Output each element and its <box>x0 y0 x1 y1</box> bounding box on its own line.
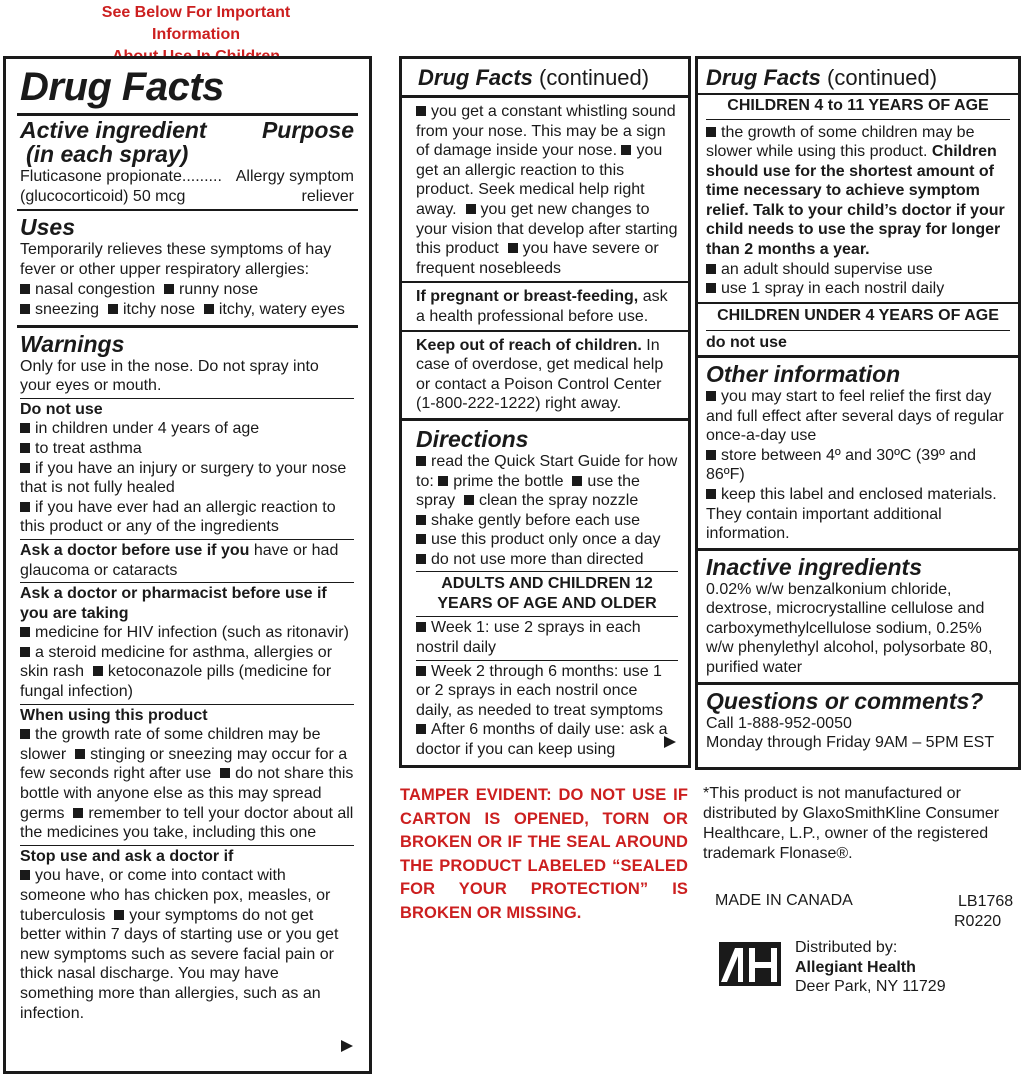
active-ingredient-heading: Active ingredient <box>20 117 207 143</box>
allegiant-health-logo-icon <box>713 938 787 990</box>
list-item: Week 2 through 6 months: use 1 or 2 sprays in each nostril once daily, as needed to treat symptoms <box>416 660 678 721</box>
list-item: shake gently before each use <box>416 511 678 531</box>
children-item-1: the growth of some children may be slower while using this product. Children should use for the shortest amount of time necessary to achieve symptom relief. Talk to your child’s doctor if your child needs to use the spray for longer than 2 months a year. <box>706 119 1010 260</box>
list-item: if you have ever had an allergic reaction to this product or any of the ingredients <box>20 498 336 536</box>
questions-title: Questions or comments? <box>706 687 984 714</box>
bullet-icon <box>20 627 30 637</box>
under4-heading: CHILDREN UNDER 4 YEARS OF AGE <box>717 306 999 324</box>
ask-doctor-text: have or had glaucoma or cataracts <box>20 541 339 579</box>
purpose-text: Allergy symptom <box>235 168 354 185</box>
warnings-text: Only for use in the nose. Do not spray into your eyes or mouth. <box>20 357 319 395</box>
bullet-icon <box>73 808 83 818</box>
bullet-icon <box>114 910 124 920</box>
bullet-icon <box>466 204 476 214</box>
bullet-icon <box>572 476 582 486</box>
bullet-icon <box>20 502 30 512</box>
stop-use-title: Stop use and ask a doctor if <box>20 847 234 865</box>
purpose-text-2: reliever <box>301 187 354 205</box>
bullet-icon <box>416 666 426 676</box>
ask-doctor-title: Ask a doctor before use if you <box>20 541 250 559</box>
distributor-block <box>795 938 946 997</box>
bullet-icon <box>20 647 30 657</box>
bullet-icon <box>416 456 426 466</box>
bullet-icon <box>464 495 474 505</box>
other-info-title: Other information <box>706 360 901 387</box>
distributor-address: Deer Park, NY 11729 <box>795 978 946 995</box>
ask-pharmacist-title: Ask a doctor or pharmacist before use if you are taking <box>20 585 327 622</box>
questions-hours: Monday through Friday 9AM – 5PM EST <box>706 734 995 752</box>
questions-section <box>698 685 1018 757</box>
list-item: After 6 months of daily use: ask a doctor if you can keep using <box>416 721 668 759</box>
continued-label: (continued) <box>820 65 938 90</box>
uses-title: Uses <box>20 214 75 241</box>
bullet-icon <box>706 264 716 274</box>
keep-out-text: In case of overdose, get medical help or contact a Poison Control Center (1-800-222-1222) right away. <box>416 336 664 413</box>
bullet-icon <box>20 304 30 314</box>
bullet-icon <box>416 724 426 734</box>
continued-label: (continued) <box>532 65 650 90</box>
stop-use-list: you have, or come into contact with someone who has chicken pox, measles, or tuberculosis your symptoms do not get better within 7 days of starting use or you get new symptoms such as severe facial pain or thick nasal discharge. You may have something more than allergies, such as an infection. <box>20 867 339 1022</box>
drug-facts-title: Drug Facts <box>20 65 224 109</box>
list-item: Week 1: use 2 sprays in each nostril daily <box>416 616 678 657</box>
inactive-text: 0.02% w/w benzalkonium chloride, dextrose, microcrystalline cellulose and carboxymethylcellulose sodium, 0.25% w/w phenylethyl alcohol, polysorbate 80, purified water <box>706 580 993 677</box>
warnings-section <box>17 328 358 1024</box>
list-item: use 1 spray in each nostril daily <box>706 279 1010 299</box>
list-item: runny nose <box>178 281 259 299</box>
made-in: MADE IN CANADA <box>715 892 853 909</box>
ask-pharmacist-list: medicine for HIV infection (such as ritonavir) a steroid medicine for asthma, allergies or skin rash ketoconazole pills (medicine for fungal infection) <box>20 624 349 701</box>
ask-doctor-block <box>20 539 354 580</box>
continued-title: Drug Facts <box>706 65 821 90</box>
pregnancy-text: ask a health professional before use. <box>416 288 668 325</box>
drug-facts-panel-3 <box>695 56 1021 770</box>
label-code-2: R0220 <box>954 913 1002 930</box>
under4-section <box>698 304 1018 358</box>
bullet-icon <box>706 391 716 401</box>
directions-title: Directions <box>416 425 529 452</box>
list-item: store between 4º and 30ºC (39º and 86ºF) <box>706 446 977 484</box>
when-using-title: When using this product <box>20 706 208 724</box>
do-not-use-block <box>20 398 354 537</box>
uses-list-2 <box>20 300 354 320</box>
bullet-icon <box>20 423 30 433</box>
bullet-icon <box>438 476 448 486</box>
uses-section <box>17 211 358 327</box>
bullet-icon <box>508 243 518 253</box>
list-item: do not use more than directed <box>416 550 678 570</box>
pregnancy-title: If pregnant or breast-feeding, <box>416 288 639 306</box>
other-info-section <box>698 358 1018 551</box>
bullet-icon <box>416 106 426 116</box>
distributor-label: Distributed by: <box>795 939 898 956</box>
uses-list-1 <box>20 280 354 300</box>
drug-facts-panel-2 <box>399 56 691 768</box>
bullet-icon <box>621 145 631 155</box>
keep-out-block <box>402 332 688 421</box>
bullet-icon <box>204 304 214 314</box>
bullet-icon <box>416 534 426 544</box>
bullet-icon <box>75 749 85 759</box>
active-ingredient-name: Fluticasone propionate......... <box>20 168 222 185</box>
purpose-heading: Purpose <box>261 117 354 143</box>
list-item: if you have an injury or surgery to your nose that is not fully healed <box>20 459 347 497</box>
list-item: itchy nose <box>122 300 195 318</box>
bullet-icon <box>416 515 426 525</box>
continued-title: Drug Facts <box>418 65 533 90</box>
directions-list: read the Quick Start Guide for how to: prime the bottle use the spray clean the spray nozzle <box>416 452 678 510</box>
when-using-block <box>20 704 354 843</box>
continued-header-3 <box>698 59 1018 95</box>
continued-header <box>402 59 688 98</box>
list-item: in children under 4 years of age <box>20 419 354 439</box>
warnings-title: Warnings <box>20 330 125 357</box>
drug-facts-panel-1 <box>3 56 372 1074</box>
bullet-icon <box>20 284 30 294</box>
pregnancy-block <box>402 283 688 331</box>
children-section <box>698 95 1018 304</box>
bullet-icon <box>706 127 716 137</box>
uses-text: Temporarily relieves these symptoms of hay fever or other upper respiratory allergies: <box>20 241 332 278</box>
active-ingredient-subheading: (in each spray) <box>26 141 189 167</box>
bullet-icon <box>20 443 30 453</box>
list-item: you may start to feel relief the first day and full effect after several days of regular once-a-day use <box>706 387 1004 445</box>
bullet-icon <box>220 768 230 778</box>
distributor-name: Allegiant Health <box>795 958 916 976</box>
children-heading: CHILDREN 4 to 11 YEARS OF AGE <box>727 97 989 114</box>
questions-phone: Call 1-888-952-0050 <box>706 714 852 732</box>
list-item: itchy, watery eyes <box>218 300 345 318</box>
do-not-use-title: Do not use <box>20 400 103 418</box>
continued-arrow-icon <box>341 1039 353 1057</box>
when-using-list: the growth rate of some children may be slower stinging or sneezing may occur for a few seconds right after use do not share this bottle with anyone else as this may spread germs remember to tell your doctor about all the medicines you take, including this one <box>20 726 354 842</box>
bullet-icon <box>108 304 118 314</box>
directions-section <box>402 421 688 764</box>
label-code-1: LB1768 <box>958 893 1014 910</box>
stop-use-block <box>20 845 354 1023</box>
under4-text: do not use <box>706 330 1010 353</box>
bullet-icon <box>416 554 426 564</box>
keep-out-title: Keep out of reach of children. <box>416 336 642 354</box>
bullet-icon <box>706 489 716 499</box>
top-notice-line1: See Below For Important Information <box>101 4 291 43</box>
bullet-icon <box>164 284 174 294</box>
bullet-icon <box>706 283 716 293</box>
continued-arrow-icon <box>664 735 676 753</box>
inactive-section <box>698 551 1018 685</box>
active-ingredient-section <box>17 116 358 211</box>
list-item: keep this label and enclosed materials. They contain important additional information. <box>706 485 997 543</box>
trademark-footnote: *This product is not manufactured or distributed by GlaxoSmithKline Consumer Healthcare, L.P., owner of the registered trademark Flonase®. <box>703 785 1000 862</box>
bullet-icon <box>416 622 426 632</box>
list-item: to treat asthma <box>20 439 354 459</box>
active-ingredient-dose: (glucocorticoid) 50 mcg <box>20 187 186 205</box>
list-item: sneezing <box>35 300 100 318</box>
tamper-warning: TAMPER EVIDENT: DO NOT USE IF CARTON IS OPENED, TORN OR BROKEN OR IF THE SEAL AROUND THE PRODUCT LABELED “SEALED FOR YOUR PROTECTION” IS BROKEN OR MISSING. <box>400 786 688 922</box>
bullet-icon <box>20 729 30 739</box>
ask-pharmacist-block <box>20 582 354 702</box>
inactive-title: Inactive ingredients <box>706 553 923 580</box>
bullet-icon <box>93 666 103 676</box>
warnings-continued: you get a constant whistling sound from your nose. This may be a sign of damage inside your nose. you get an allergic reaction to this product. Seek medical help right away. you get new changes to your vision that develop after starting this product you have severe or frequent nosebleeds <box>402 98 688 283</box>
list-item: use this product only once a day <box>416 530 678 550</box>
list-item: an adult should supervise use <box>706 260 1010 280</box>
bullet-icon <box>20 870 30 880</box>
adults-heading: ADULTS AND CHILDREN 12 YEARS OF AGE AND OLDER <box>416 571 678 614</box>
bullet-icon <box>20 463 30 473</box>
list-item: nasal congestion <box>35 281 156 299</box>
bullet-icon <box>706 450 716 460</box>
